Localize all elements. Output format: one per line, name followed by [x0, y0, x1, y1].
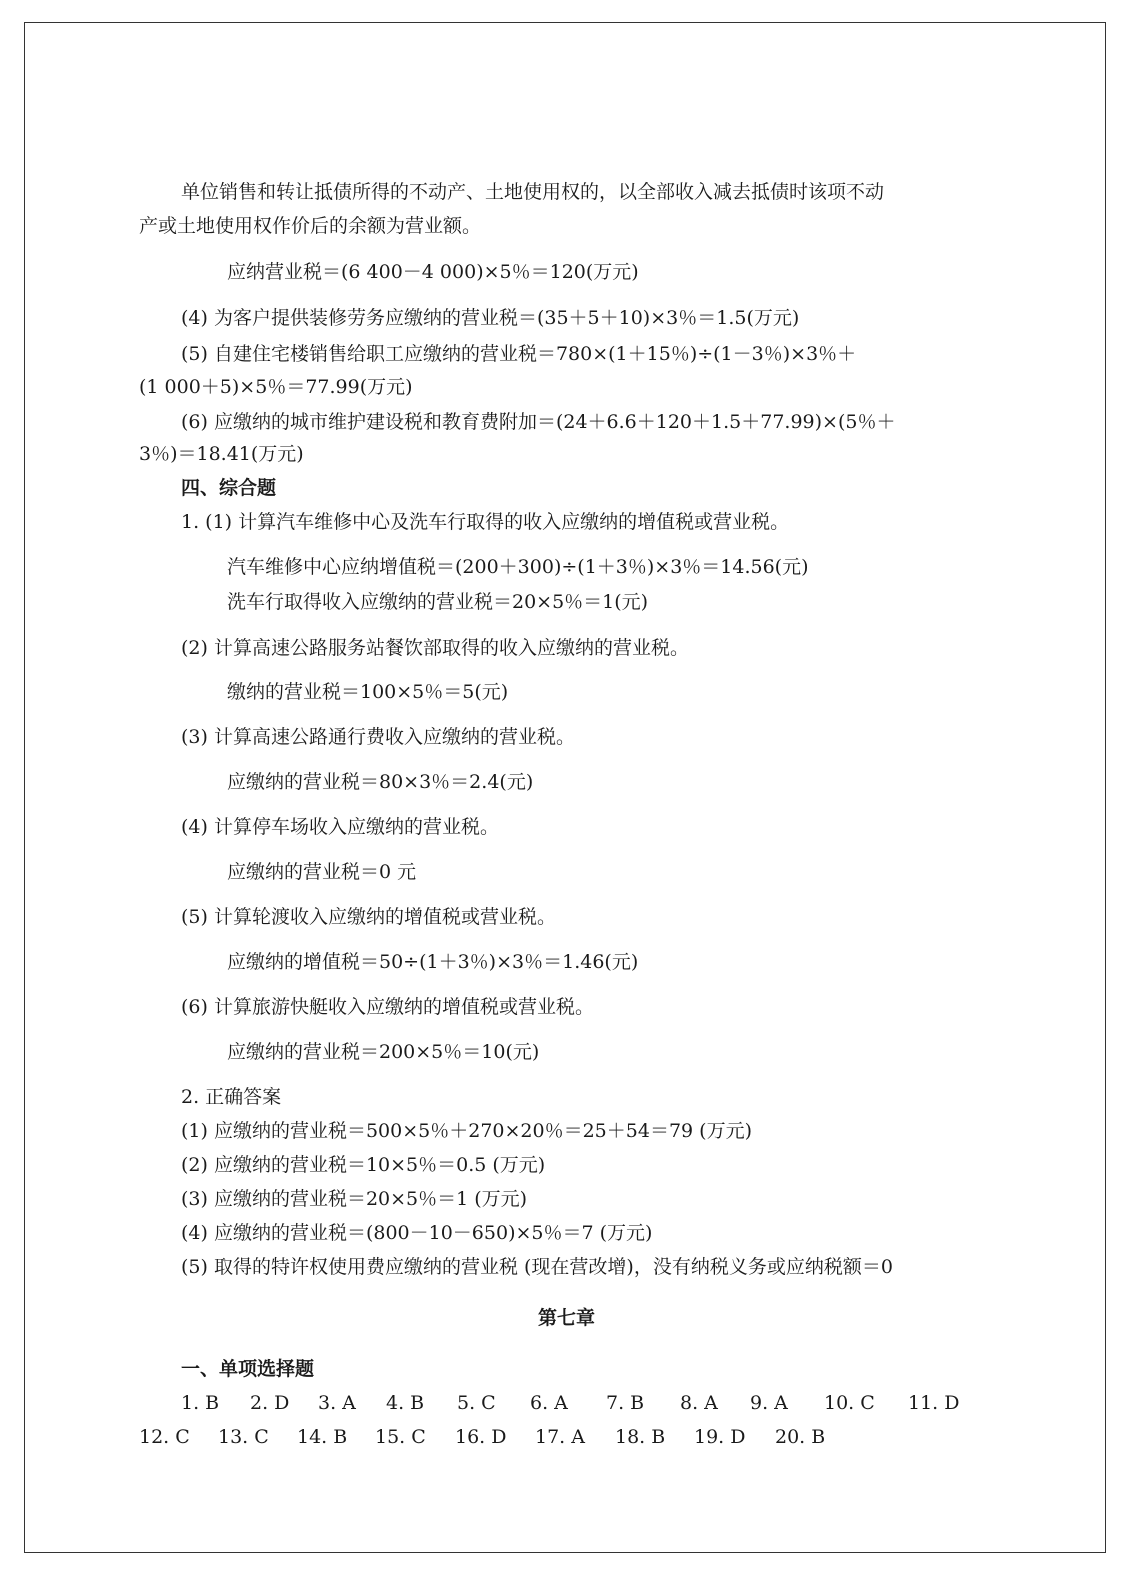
paragraph-line: 产或土地使用权作价后的余额为营业额。: [139, 215, 482, 237]
item-line: (5) 自建住宅楼销售给职工应缴纳的营业税＝780×(1＋15％)÷(1－3％)×3％＋: [181, 343, 857, 365]
item-line: 3％)＝18.41(万元): [139, 443, 304, 465]
formula-line: 缴纳的营业税＝100×5％＝5(元): [227, 681, 509, 703]
answer-item: 3. A: [318, 1392, 356, 1414]
question-line: (3) 计算高速公路通行费收入应缴纳的营业税。: [181, 726, 575, 748]
formula-line: 应缴纳的营业税＝80×3％＝2.4(元): [227, 771, 534, 793]
answer-item: 16. D: [455, 1426, 507, 1448]
answer-item: 11. D: [908, 1392, 960, 1414]
item-line: (6) 应缴纳的城市维护建设税和教育费附加＝(24＋6.6＋120＋1.5＋77.99)×(5％＋: [181, 411, 896, 433]
answer-item: 4. B: [386, 1392, 425, 1414]
question-line: (4) 计算停车场收入应缴纳的营业税。: [181, 816, 499, 838]
question-line: 1. (1) 计算汽车维修中心及洗车行取得的收入应缴纳的增值税或营业税。: [181, 511, 790, 533]
question-line: (2) 计算高速公路服务站餐饮部取得的收入应缴纳的营业税。: [181, 637, 689, 659]
question-line: (6) 计算旅游快艇收入应缴纳的增值税或营业税。: [181, 996, 594, 1018]
answer-item: 7. B: [606, 1392, 645, 1414]
answer-line: (4) 应缴纳的营业税＝(800－10－650)×5％＝7 (万元): [181, 1222, 653, 1244]
answer-item: 10. C: [824, 1392, 875, 1414]
formula-line: 汽车维修中心应纳增值税＝(200＋300)÷(1＋3％)×3％＝14.56(元): [227, 556, 809, 578]
answer-item: 12. C: [139, 1426, 190, 1448]
answer-item: 18. B: [615, 1426, 666, 1448]
formula-line: 应缴纳的营业税＝0 元: [227, 861, 417, 883]
answer-line: (3) 应缴纳的营业税＝20×5％＝1 (万元): [181, 1188, 528, 1210]
formula-line: 洗车行取得收入应缴纳的营业税＝20×5％＝1(元): [227, 591, 649, 613]
answer-item: 20. B: [775, 1426, 826, 1448]
answer-item: 9. A: [750, 1392, 788, 1414]
section-heading: 四、综合题: [181, 477, 277, 499]
answer-item: 15. C: [375, 1426, 426, 1448]
item-line: (4) 为客户提供装修劳务应缴纳的营业税＝(35＋5＋10)×3％＝1.5(万元): [181, 307, 800, 329]
chapter-title: 第七章: [537, 1307, 595, 1329]
section-heading: 一、单项选择题: [181, 1358, 315, 1380]
formula-line: 应纳营业税＝(6 400－4 000)×5％＝120(万元): [227, 261, 639, 283]
answer-item: 8. A: [680, 1392, 718, 1414]
answer-item: 5. C: [457, 1392, 496, 1414]
answer-item: 17. A: [535, 1426, 585, 1448]
item-line: (1 000＋5)×5％＝77.99(万元): [139, 376, 413, 398]
question-line: (5) 计算轮渡收入应缴纳的增值税或营业税。: [181, 906, 556, 928]
answer-line: (2) 应缴纳的营业税＝10×5％＝0.5 (万元): [181, 1154, 546, 1176]
answer-item: 2. D: [250, 1392, 290, 1414]
formula-line: 应缴纳的营业税＝200×5％＝10(元): [227, 1041, 540, 1063]
answer-line: (1) 应缴纳的营业税＝500×5％＋270×20％＝25＋54＝79 (万元): [181, 1120, 752, 1142]
answer-item: 14. B: [297, 1426, 348, 1448]
formula-line: 应缴纳的增值税＝50÷(1＋3％)×3％＝1.46(元): [227, 951, 639, 973]
answer-line: (5) 取得的特许权使用费应缴纳的营业税 (现在营改增)，没有纳税义务或应纳税额＝0: [181, 1256, 893, 1278]
answer-item: 6. A: [530, 1392, 568, 1414]
paragraph-line: 单位销售和转让抵债所得的不动产、土地使用权的，以全部收入减去抵债时该项不动: [181, 181, 885, 203]
answer-item: 1. B: [181, 1392, 220, 1414]
question-heading: 2. 正确答案: [181, 1086, 282, 1108]
answer-item: 13. C: [218, 1426, 269, 1448]
answer-item: 19. D: [694, 1426, 746, 1448]
